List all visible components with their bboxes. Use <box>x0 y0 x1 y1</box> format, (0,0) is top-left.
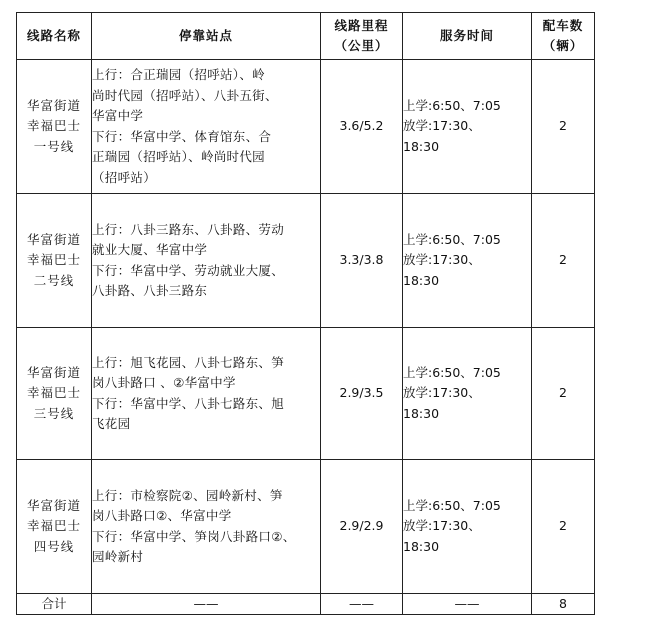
stops-line: 岗八卦路口 、②华富中学 <box>92 375 236 390</box>
route-time-cell <box>403 60 532 194</box>
route-name-line: 华富街道 <box>26 364 81 380</box>
time-line: 18:30 <box>403 538 440 554</box>
stops-line: 飞花园 <box>92 416 131 431</box>
header-vehicles-title: 配车数 <box>542 17 584 33</box>
route-name-line: 幸福巴士 <box>26 385 81 401</box>
route-name-line: 华富街道 <box>26 497 81 513</box>
route-distance-cell: 2.9/2.9 <box>321 460 403 594</box>
time-line: 上学:6:50、7:05 <box>403 231 501 247</box>
time-line: 上学:6:50、7:05 <box>403 97 501 113</box>
route-vehicles-cell: 2 <box>532 328 595 460</box>
route-name-line: 幸福巴士 <box>26 118 81 134</box>
header-vehicles-unit: （辆） <box>542 38 584 53</box>
stops-line: 下行：华富中学、体育馆东、合 <box>92 128 272 144</box>
header-distance <box>321 13 403 60</box>
stops-line: 就业大厦、华富中学 <box>92 242 208 257</box>
total-stops-dash: —— <box>92 594 321 615</box>
route-name-cell <box>17 460 92 594</box>
route-distance-cell: 2.9/3.5 <box>321 328 403 460</box>
route-vehicles-cell: 2 <box>532 60 595 194</box>
stops-line: 上行：合正瑞园（招呼站）、岭 <box>92 67 265 82</box>
time-line: 上学:6:50、7:05 <box>403 497 501 513</box>
total-distance-dash: —— <box>321 594 403 615</box>
time-line: 放学:17:30、 <box>403 252 481 268</box>
table-header-row <box>17 13 595 60</box>
time-line: 放学:17:30、 <box>403 518 481 534</box>
total-label: 合计 <box>17 594 92 615</box>
route-name-line: 二号线 <box>33 272 75 288</box>
time-line: 18:30 <box>403 138 440 154</box>
header-route-name: 线路名称 <box>17 13 92 60</box>
route-name-line: 三号线 <box>33 405 75 421</box>
stops-line: 下行：华富中学、八卦七路东、旭 <box>92 395 285 411</box>
table-row <box>17 328 595 460</box>
stops-line: （招呼站） <box>92 169 157 185</box>
stops-line: 上行：市检察院②、园岭新村、笋 <box>92 487 283 503</box>
route-vehicles-cell: 2 <box>532 194 595 328</box>
route-name-cell <box>17 60 92 194</box>
time-line: 18:30 <box>403 272 440 288</box>
route-stops-cell <box>92 460 321 594</box>
route-distance-cell: 3.3/3.8 <box>321 194 403 328</box>
bus-routes-table <box>16 12 595 615</box>
time-line: 放学:17:30、 <box>403 118 481 134</box>
route-name-line: 四号线 <box>33 538 75 554</box>
route-stops-cell <box>92 194 321 328</box>
time-line: 上学:6:50、7:05 <box>403 364 501 380</box>
route-time-cell <box>403 194 532 328</box>
route-stops-cell <box>92 328 321 460</box>
route-distance-cell: 3.6/5.2 <box>321 60 403 194</box>
stops-line: 下行：华富中学、劳动就业大厦、 <box>92 262 285 278</box>
table-row <box>17 194 595 328</box>
route-name-line: 幸福巴士 <box>26 518 81 534</box>
route-name-cell <box>17 194 92 328</box>
header-distance-unit: （公里） <box>334 38 389 53</box>
header-vehicles <box>532 13 595 60</box>
table-row <box>17 60 595 194</box>
stops-line: 上行：八卦三路东、八卦路、劳动 <box>92 221 285 237</box>
route-stops-cell <box>92 60 321 194</box>
stops-line: 尚时代园（招呼站）、八卦五街、 <box>92 87 278 103</box>
stops-line: 八卦路、八卦三路东 <box>92 283 208 298</box>
route-name-line: 华富街道 <box>26 97 81 113</box>
table-row <box>17 460 595 594</box>
total-time-dash: —— <box>403 594 532 615</box>
total-row <box>17 594 595 615</box>
stops-line: 岗八卦路口②、华富中学 <box>92 508 232 523</box>
stops-line: 园岭新村 <box>92 549 144 564</box>
stops-line: 上行：旭飞花园、八卦七路东、笋 <box>92 354 285 370</box>
route-name-line: 幸福巴士 <box>26 252 81 268</box>
header-distance-title: 线路里程 <box>334 17 389 33</box>
route-name-cell <box>17 328 92 460</box>
stops-line: 下行：华富中学、笋岗八卦路口②、 <box>92 528 296 544</box>
route-time-cell <box>403 460 532 594</box>
stops-line: 正瑞园（招呼站）、岭尚时代园 <box>92 149 265 164</box>
time-line: 放学:17:30、 <box>403 385 481 401</box>
header-stops: 停靠站点 <box>92 13 321 60</box>
route-name-line: 一号线 <box>33 138 75 154</box>
route-name-line: 华富街道 <box>26 231 81 247</box>
route-time-cell <box>403 328 532 460</box>
header-service-time: 服务时间 <box>403 13 532 60</box>
route-vehicles-cell: 2 <box>532 460 595 594</box>
total-vehicles: 8 <box>532 594 595 615</box>
stops-line: 华富中学 <box>92 108 144 123</box>
time-line: 18:30 <box>403 405 440 421</box>
